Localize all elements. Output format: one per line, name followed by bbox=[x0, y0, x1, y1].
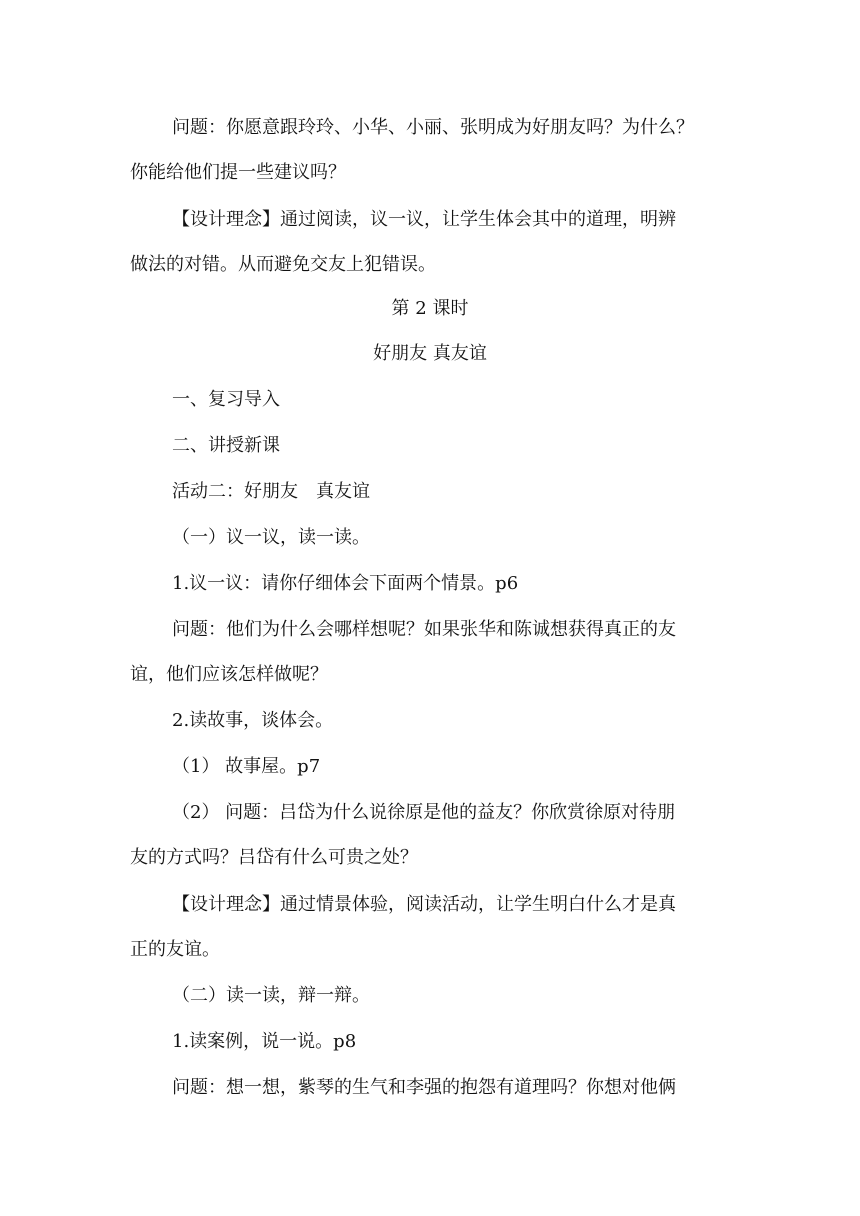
item-discuss: 1.议一议：请你仔细体会下面两个情景。p6 bbox=[172, 573, 519, 594]
question-paragraph-2-line-2: 谊，他们应该怎样做呢？ bbox=[130, 664, 328, 685]
design-concept-2-line-1: 【设计理念】通过情景体验，阅读活动，让学生明白什么才是真 bbox=[172, 894, 676, 915]
section-new-lesson: 二、讲授新课 bbox=[172, 435, 280, 456]
subsection-one-heading: （一）议一议，读一读。 bbox=[172, 527, 370, 548]
lesson-title: 好朋友 真友谊 bbox=[373, 343, 487, 364]
item-story-house: （1） 故事屋。p7 bbox=[172, 756, 321, 777]
question-paragraph-1-line-1: 问题：你愿意跟玲玲、小华、小丽、张明成为好朋友吗？为什么？ bbox=[172, 117, 694, 138]
design-concept-2-line-2: 正的友谊。 bbox=[130, 939, 220, 960]
subsection-two-heading: （二）读一读，辩一辩。 bbox=[172, 985, 370, 1006]
design-concept-1-line-2: 做法的对错。从而避免交友上犯错误。 bbox=[130, 254, 436, 275]
item-question-line-1: （2） 问题：吕岱为什么说徐原是他的益友？你欣赏徐原对待朋 bbox=[172, 802, 676, 823]
question-paragraph-2-line-1: 问题：他们为什么会哪样想呢？如果张华和陈诚想获得真正的友 bbox=[172, 619, 676, 640]
activity-two-heading: 活动二：好朋友 真友谊 bbox=[172, 481, 370, 502]
design-concept-1-line-1: 【设计理念】通过阅读，议一议，让学生体会其中的道理，明辨 bbox=[172, 209, 676, 230]
lesson-heading: 第 2 课时 bbox=[391, 298, 469, 319]
question-paragraph-3-line-1: 问题：想一想，紫琴的生气和李强的抱怨有道理吗？你想对他俩 bbox=[172, 1077, 676, 1098]
question-paragraph-1-line-2: 你能给他们提一些建议吗？ bbox=[130, 162, 346, 183]
item-question-line-2: 友的方式吗？吕岱有什么可贵之处？ bbox=[130, 847, 418, 868]
item-read-story: 2.读故事，谈体会。 bbox=[172, 710, 334, 731]
item-read-case: 1.读案例，说一说。p8 bbox=[172, 1031, 357, 1052]
section-review: 一、复习导入 bbox=[172, 389, 280, 410]
